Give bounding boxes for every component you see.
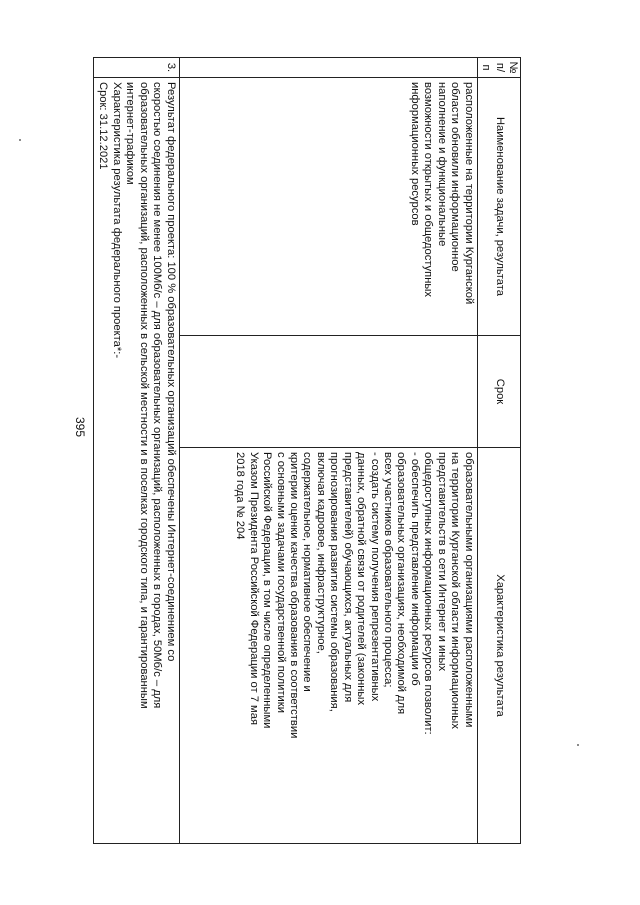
row3-line: Результат федерального проекта: 100 % образовательных организаций обеспечены Интернет-соединением со: [164, 82, 177, 662]
row1-char-line: - создать систему получения репрезентативных: [368, 452, 381, 702]
row3-line: Характеристика результата федерального проекта*:-: [110, 82, 123, 359]
row1-name: [179, 78, 477, 336]
header-name: Наименование задачи, результата: [477, 78, 520, 336]
row1-char-line: Российской Федерации, в том числе определенными: [261, 452, 274, 729]
row1-char-line: представителей) обучающихся, актуальных для: [341, 452, 354, 703]
row1-char-line: критерии оценки качества образования в соответствии: [288, 452, 300, 739]
row1-name-line: области обновили информационное: [449, 82, 462, 272]
row3-federal-result: [94, 78, 180, 844]
row1-characteristic: [179, 448, 477, 844]
row1-char-line: 2018 года № 204: [234, 452, 247, 540]
row1-char-line: - обеспечить представление информации об: [408, 452, 421, 686]
scan-speck: [19, 139, 21, 141]
scan-speck: [577, 744, 579, 746]
row1-char-line: данных, обратной связи от родителей (законных: [355, 452, 368, 706]
result-table-container: [97, 57, 521, 843]
row1-char-line: образовательных организациях, необходимой для: [395, 452, 408, 715]
results-table: [93, 57, 521, 844]
row1-char-line: с основными задачами государственной политики: [274, 452, 287, 713]
row1-char-line: прогнозирования развития системы образования,: [328, 452, 341, 712]
page-number: 395: [73, 416, 87, 438]
row1-term: [179, 336, 477, 448]
row1-name-line: наполнение и функциональные: [435, 82, 448, 247]
row1-char-line: представительств в сети Интернет и иных: [435, 452, 448, 672]
row1-char-line: всех участников образовательного процесса;: [382, 452, 395, 688]
row1-name-line: информационных ресурсов: [408, 82, 421, 226]
row1-char-line: на территории Курганской области информационных: [449, 452, 462, 729]
row1-char-line: содержательное, нормативное обеспечение и: [301, 452, 314, 692]
row1-char-line: включая кадровое, инфраструктурное,: [314, 452, 327, 654]
row3-line: скоростью соединения не менее 100Мб/с – для образовательных организаций, расположенных в городах, 50Мб/с – для: [151, 82, 164, 709]
row1-name-line: расположенные на территории Курганской: [462, 82, 475, 305]
table-row: [179, 58, 477, 844]
row3-line: образовательных организаций, расположенных в сельской местности и в поселках городского типа, и гарантированным: [137, 82, 150, 709]
row1-char-line: Указом Президента Российской Федерации от 7 мая: [247, 452, 260, 726]
header-term: Срок: [477, 336, 520, 448]
table-row: [94, 58, 180, 844]
row1-name-line: возможности открытых и общедоступных: [422, 82, 435, 298]
row1-char-line: образовательными организациями расположенными: [462, 452, 475, 728]
table-header-row: [477, 58, 520, 844]
row3-line: Срок: 31.12.2021: [97, 82, 110, 170]
header-num: № п/п: [477, 58, 520, 78]
header-characteristic: Характеристика результата: [477, 448, 520, 844]
row3-num: 3.: [94, 58, 180, 78]
row3-line: интернет-трафиком: [124, 82, 137, 185]
row1-num: [179, 58, 477, 78]
row1-char-line: общедоступных информационных ресурсов позволит:: [422, 452, 435, 735]
